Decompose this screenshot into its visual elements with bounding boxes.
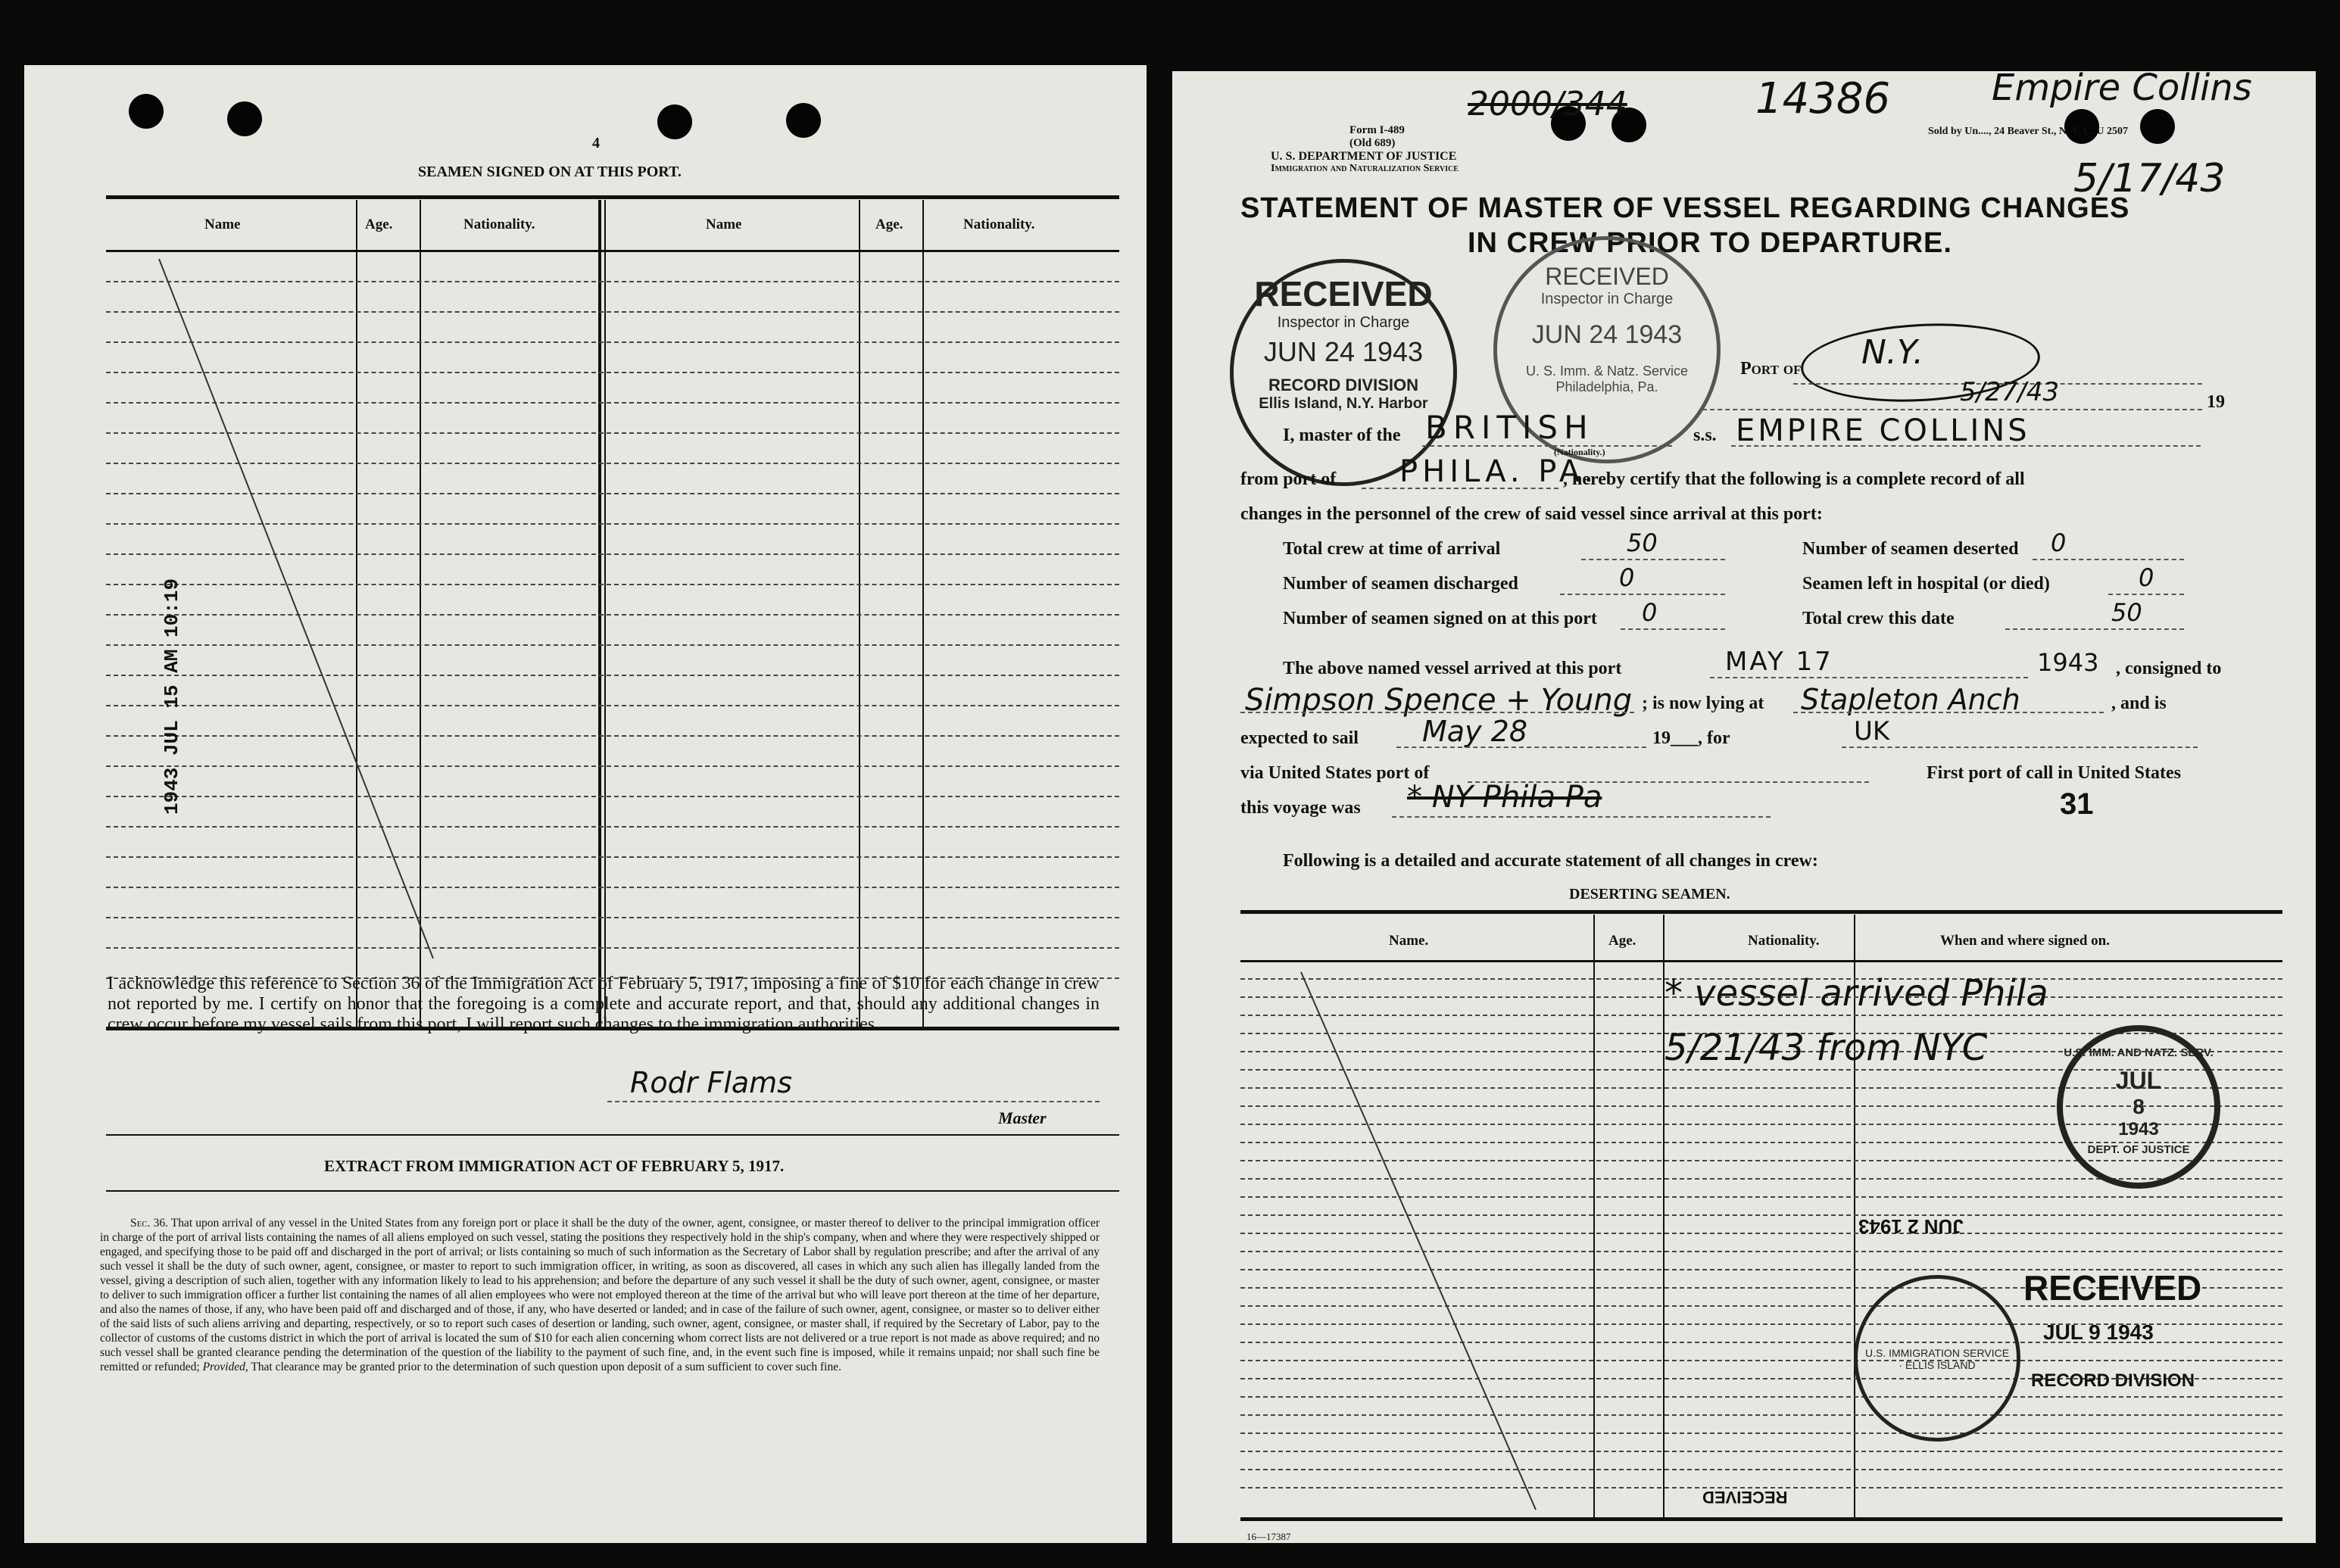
- col-age-1: Age.: [365, 217, 393, 232]
- arrived-label: The above named vessel arrived at this port: [1283, 659, 1622, 678]
- stat-signed-on-value: 0: [1642, 598, 1658, 627]
- expected-value: May 28: [1422, 715, 1527, 748]
- via-label: via United States port of: [1240, 763, 1430, 783]
- arrived-value: MAY 17: [1725, 647, 1833, 677]
- des-col-name: Name.: [1389, 933, 1429, 949]
- stat-total-arrival-value: 50: [1627, 528, 1658, 557]
- ellis-island-ring-stamp: U.S. IMMIGRATION SERVICE · ELLIS ISLAND: [1854, 1275, 2020, 1442]
- footer-received-inverted: RECEIVED: [1702, 1488, 1788, 1507]
- des-col-nationality: Nationality.: [1748, 933, 1820, 949]
- department: U. S. DEPARTMENT OF JUSTICE: [1271, 150, 1457, 163]
- lying-label: ; is now lying at: [1642, 694, 1764, 713]
- ship-note: Empire Collins: [1992, 71, 2252, 109]
- signature-line: [607, 1101, 1100, 1102]
- expected-label: expected to sail: [1240, 728, 1359, 748]
- separator-rule: [106, 1134, 1119, 1136]
- extract-body: [100, 1216, 1100, 1374]
- stat-hospital-label: Seamen left in hospital (or died): [1802, 574, 2050, 594]
- following-text: Following is a detailed and accurate statement of all changes in crew:: [1283, 851, 1818, 871]
- time-date-stamp: 1943 JUL 15 AM 10:19: [161, 578, 183, 815]
- sold-by: Sold by Un...., 24 Beaver St., N. Y. C. U 2507: [1928, 126, 2128, 137]
- extract-provided: Provided,: [202, 1361, 248, 1373]
- stat-discharged-label: Number of seamen discharged: [1283, 574, 1518, 594]
- stat-hospital-value: 0: [2139, 563, 2154, 592]
- left-page: [24, 65, 1147, 1543]
- extract-rule: [106, 1190, 1119, 1192]
- des-col-age: Age.: [1608, 933, 1636, 949]
- stat-total-date-value: 50: [2111, 598, 2142, 627]
- des-col-when-where: When and where signed on.: [1940, 933, 2111, 949]
- from-port-value: PHILA. PA.: [1399, 454, 1599, 489]
- inverted-date-stamp: JUN 2 1943: [1858, 1215, 1964, 1238]
- for-label: 19___, for: [1652, 728, 1730, 748]
- port-label: Port of: [1740, 359, 1802, 379]
- stat-total-date-label: Total crew this date: [1802, 609, 1955, 628]
- right-page: [1172, 71, 2316, 1543]
- page-number: 4: [592, 135, 600, 151]
- nationality-value: BRITISH: [1425, 409, 1594, 446]
- stat-signed-on-label: Number of seamen signed on at this port: [1283, 609, 1597, 628]
- nationality-label: (Nationality.): [1554, 447, 1605, 457]
- extract-text: That upon arrival of any vessel in the United States from any foreign port or place it shall be the duty of the owner, agent, consignee, or master thereof to deliver to the principal immigration officer in charge of the port of arrival lists containing the names of all aliens employed on such vessel, stating the positions they respectively hold in the ship's company, when and where they were respectively shipped or engaged, and specifying those to be paid off and discharged in the port of arrival; or lists containing so much of such information as the Secretary of Labor shall by regulation prescribe; and after the arrival of any such vessel it shall be the duty of such owner, agent, consignee, or master to report to such immigration officer, in writing, as soon as discovered, all cases in which any such alien has illegally landed from the vessel, giving a description of such alien, together with any information likely to lead to his apprehension; and before the departure of any such vessel it shall be the duty of such owner, agent, consignee, or master to deliver to such immigration officer a further list containing the names of all alien employees who were not employed thereon at the time of the arrival but who will leave port thereon at the time of her departure, and also the names of those, if any, who have been paid off and discharged and of those, if any, who have deserted or landed; and in case of the failure of such owner, agent, consignee, or master so to deliver either of the said lists of such aliens arriving and departing, respectively, or so to report such cases of desertion or landing, such owner, agent, consignee, or master shall, if required by the Secretary of Labor, pay to the collector of customs of the customs district in which the port of arrival is located the sum of $10 for each alien concerning whom correct lists are not delivered or a true report is not made as above required; and no such vessel shall be granted clearance pending the determination of the question of the liability to the payment of such fine, and, in the event such fine is imposed, while it remains unpaid; nor shall such fine be remitted or refunded;: [100, 1217, 1100, 1373]
- note-line2: 5/21/43 from NYC: [1665, 1027, 1988, 1069]
- col-nationality-1: Nationality.: [463, 217, 535, 232]
- received-stamp-philadelphia: RECEIVED Inspector in Charge JUN 24 1943 U. S. Imm. & Natz. Service Philadelphia, Pa.: [1493, 236, 1721, 463]
- crossed-number: 2000/344: [1468, 85, 1627, 123]
- voyage-label: this voyage was: [1240, 798, 1361, 818]
- section-title: SEAMEN SIGNED ON AT THIS PORT.: [418, 164, 682, 180]
- lying-value: Stapleton Anch: [1801, 683, 2020, 716]
- service: Immigration and Naturalization Service: [1271, 163, 1459, 174]
- received-division: RECORD DIVISION: [2031, 1370, 2195, 1391]
- consignee-value: Simpson Spence + Young: [1245, 683, 1633, 718]
- deserting-title: DESERTING SEAMEN.: [1569, 886, 1730, 902]
- note-line1: * vessel arrived Phila: [1665, 972, 2048, 1015]
- master-signature: Rodr Flams: [630, 1066, 792, 1099]
- port-value: N.Y.: [1861, 333, 1924, 372]
- signature-label: Master: [998, 1108, 1047, 1127]
- arrived-year: 1943: [2037, 648, 2099, 677]
- certify-text: , hereby certify that the following is a complete record of all: [1563, 469, 2025, 489]
- col-age-2: Age.: [875, 217, 903, 232]
- acknowledgement-text: I acknowledge this reference to Section 36 of the Immigration Act of February 5, 1917, imposing a fine of $10 for each change in crew not reported by me. I certify on honor that the foregoing is a complete and accurate report, and that, should any additional changes in crew occur before my vessel sails from this port, I will report such changes to the immigration authorities.: [108, 974, 1100, 1034]
- received-date: JUL 9 1943: [2043, 1320, 2154, 1344]
- from-port-label: from port of: [1240, 469, 1337, 489]
- footer-code: 16—17387: [1246, 1531, 1291, 1542]
- code-value: 31: [2060, 787, 2094, 821]
- received-word: RECEIVED: [2023, 1268, 2202, 1308]
- diagonal-cancel-line: [24, 65, 1147, 1049]
- voyage-value: * NY Phila Pa: [1407, 780, 1602, 815]
- extract-section: Sec. 36.: [130, 1217, 168, 1230]
- stat-discharged-value: 0: [1619, 563, 1635, 592]
- col-name-2: Name: [706, 217, 742, 232]
- date-value: 5/27/43: [1960, 377, 2060, 407]
- handwritten-date: 5/17/43: [2073, 156, 2226, 201]
- date-year-suffix: 19: [2207, 392, 2225, 412]
- for-value: UK: [1854, 716, 1890, 747]
- ship-name-value: EMPIRE COLLINS: [1736, 413, 2030, 448]
- master-prefix: I, master of the: [1283, 426, 1401, 445]
- form-id: Form I-489: [1349, 124, 1405, 136]
- certify-text2: changes in the personnel of the crew of said vessel since arrival at this port:: [1240, 504, 1823, 524]
- file-number: 14386: [1755, 74, 1891, 123]
- consigned-label: , consigned to: [2116, 659, 2222, 678]
- stat-deserted-value: 0: [2051, 528, 2067, 557]
- and-is-label: , and is: [2111, 694, 2167, 713]
- dept-of-justice-stamp: U.S. IMM. AND NATZ. SERV. JUL 8 1943 DEPT. OF JUSTICE: [2057, 1025, 2220, 1189]
- stat-total-arrival-label: Total crew at time of arrival: [1283, 539, 1501, 559]
- extract-end: That clearance may be granted prior to the determination of such question upon deposit of a sum sufficient to cover such fine.: [251, 1361, 841, 1373]
- col-name-1: Name: [204, 217, 241, 232]
- first-port-label: First port of call in United States: [1927, 763, 2181, 783]
- col-nationality-2: Nationality.: [963, 217, 1035, 232]
- form-old: (Old 689): [1349, 137, 1396, 149]
- extract-title: EXTRACT FROM IMMIGRATION ACT OF FEBRUARY 5, 1917.: [324, 1157, 785, 1175]
- ss-label: s.s.: [1693, 426, 1717, 445]
- received-stamp-ellis-island: RECEIVED Inspector in Charge JUN 24 1943 RECORD DIVISION Ellis Island, N.Y. Harbor: [1230, 259, 1457, 486]
- stat-deserted-label: Number of seamen deserted: [1802, 539, 2019, 559]
- form-title-line1: STATEMENT OF MASTER OF VESSEL REGARDING CHANGES: [1240, 192, 2130, 224]
- form-title-line2: IN CREW PRIOR TO DEPARTURE.: [1468, 227, 1952, 259]
